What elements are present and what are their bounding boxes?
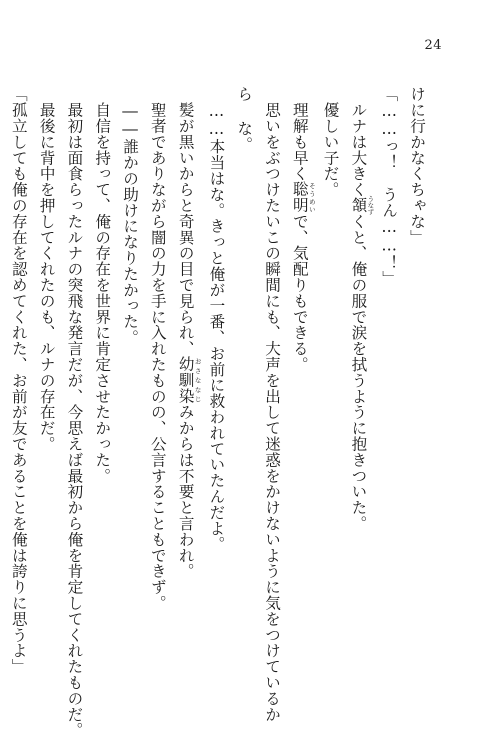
text-line: 最初は面食らったルナの突飛な発言だが、今思えば最初から俺を肯定してくれたものだ。 [65, 86, 84, 738]
text-line [0, 86, 4, 658]
text-line: ……本当はな。きっと俺が一番、お前に救われていたんだよ。 [207, 86, 226, 552]
text-line: ルナは大きく頷 うなずくと、俺の服で涙を拭うように抱きついた。 [349, 86, 375, 532]
furigana-ruby: 頷 うなず [349, 195, 375, 216]
text-line: ――誰かの助けになりたかった。 [121, 86, 140, 346]
text-line: ら な。 [235, 86, 254, 152]
text-line: 最後に背中を押してくれたのも、ルナの存在だ。 [37, 86, 56, 452]
furigana-reading: うなず [366, 195, 375, 216]
text-line: 聖者でありながら闇の力を手に入れたものの、公言することもできず。 [148, 86, 167, 611]
furigana-reading: おさななじ [193, 356, 202, 405]
page-number: 24 [424, 38, 442, 53]
text-line: 思いをぶつけたいこの瞬間にも、大声を出して迷惑をかけないように気をつけているか [263, 86, 282, 722]
furigana-ruby: 幼馴染 おさななじ [176, 356, 202, 405]
text-line: けに行かなくちゃな」 [408, 86, 426, 245]
furigana-reading: そうめい [307, 181, 316, 214]
text-line: 「……っ！ うん……！」 [380, 86, 399, 287]
furigana-ruby: 聡明 そうめい [290, 181, 316, 214]
text-line: 髪が黒いからと奇異の目で見られ、幼馴染 おさななじみからは不要と言われ。 [176, 86, 202, 579]
vertical-text-body [9, 86, 430, 738]
text-line: 自信を持って、俺の存在を世界に肯定させたかった。 [93, 86, 112, 484]
text-line: 理解も早く聡明 そうめいで、気配りもできる。 [290, 86, 316, 373]
text-line: 「孤立しても俺の存在を認めてくれた、お前が友であることを俺は誇りに思うよ」 [9, 86, 28, 675]
text-line: 優しい子だ。 [321, 86, 340, 198]
